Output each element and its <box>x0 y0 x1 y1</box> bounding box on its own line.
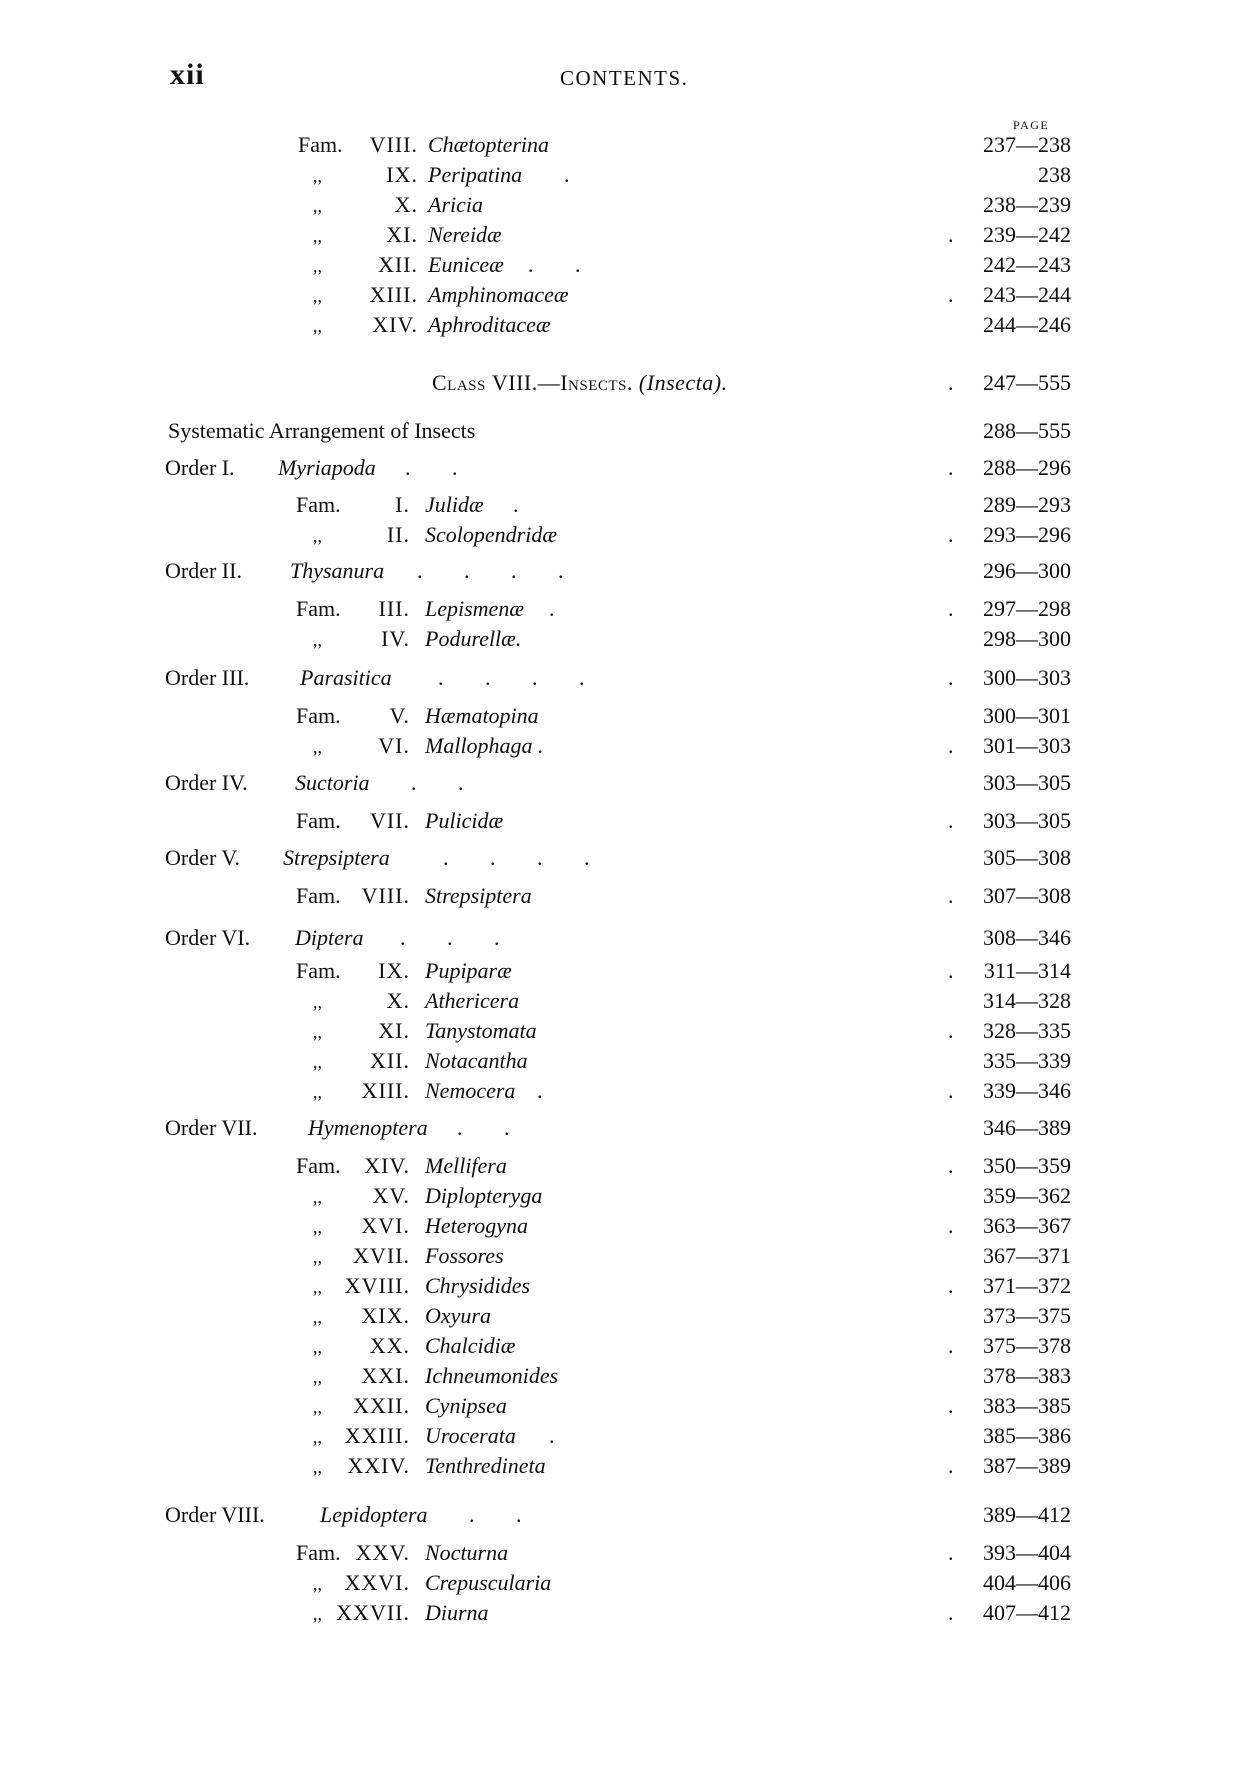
ditto-mark: ,, <box>313 1457 322 1477</box>
fam-label: Fam. <box>298 132 343 157</box>
family-row <box>0 1153 1259 1183</box>
leader-dot: . <box>948 1453 954 1478</box>
leader-dots: . . . <box>400 925 518 950</box>
family-row <box>0 222 1259 252</box>
family-number: VIII. <box>361 883 410 908</box>
page-range: 293—296 <box>983 522 1071 547</box>
order-name: Diptera <box>295 925 364 950</box>
page-range: 301—303 <box>983 733 1071 758</box>
leader-dots: . <box>549 1423 573 1448</box>
family-name: Nocturna <box>425 1540 509 1565</box>
order-row <box>0 845 1259 875</box>
ditto-mark: ,, <box>313 1022 322 1042</box>
family-row <box>0 312 1259 342</box>
leader-dot: . <box>948 1540 954 1565</box>
family-number: XI. <box>386 222 418 247</box>
leader-dot: . <box>948 1213 954 1238</box>
family-row <box>0 1363 1259 1393</box>
family-name: Pulicidæ <box>425 808 504 833</box>
family-number: IX. <box>378 958 410 983</box>
ditto-mark: ,, <box>313 256 322 276</box>
ditto-mark: ,, <box>313 1367 322 1387</box>
page-range: 407—412 <box>983 1600 1071 1625</box>
page-range: 296—300 <box>983 558 1071 583</box>
family-name: Diplopteryga <box>425 1183 543 1208</box>
class-title-word: Insects. <box>560 370 639 395</box>
family-row <box>0 1273 1259 1303</box>
family-row <box>0 626 1259 656</box>
family-name: Julidæ <box>425 492 484 517</box>
family-row <box>0 883 1259 913</box>
page-range: 244—246 <box>983 312 1071 337</box>
page-range: 237—238 <box>983 132 1071 157</box>
family-row <box>0 1333 1259 1363</box>
fam-label: Fam. <box>296 1153 341 1178</box>
fam-label: Fam. <box>296 596 341 621</box>
family-row <box>0 1048 1259 1078</box>
family-number: XXI. <box>361 1363 410 1388</box>
family-name: Ichneumonides <box>425 1363 559 1388</box>
page-range: 307—308 <box>983 883 1071 908</box>
leader-dot: . <box>948 665 954 690</box>
family-row <box>0 1078 1259 1108</box>
leader-dot: . <box>948 222 954 247</box>
leader-dot: . <box>948 1393 954 1418</box>
leader-dots: . <box>564 162 588 187</box>
leader-dot: . <box>948 1600 954 1625</box>
family-number: XXII. <box>353 1393 410 1418</box>
family-row <box>0 1540 1259 1570</box>
order-name: Hymenoptera <box>308 1115 428 1140</box>
family-name: Nemocera <box>425 1078 516 1103</box>
family-row <box>0 958 1259 988</box>
family-name: Peripatina <box>428 162 523 187</box>
family-row <box>0 596 1259 626</box>
family-number: X. <box>386 988 410 1013</box>
page-range: 303—305 <box>983 770 1071 795</box>
ditto-mark: ,, <box>313 1187 322 1207</box>
page-range: 335—339 <box>983 1048 1071 1073</box>
ditto-mark: ,, <box>313 1082 322 1102</box>
page-range: 363—367 <box>983 1213 1071 1238</box>
family-number: XVII. <box>353 1243 410 1268</box>
page-range: 300—301 <box>983 703 1071 728</box>
family-name: Chalcidiæ <box>425 1333 516 1358</box>
family-name: Pupiparæ <box>425 958 512 983</box>
page-range: 350—359 <box>983 1153 1071 1178</box>
order-row <box>0 770 1259 800</box>
family-number: XVI. <box>361 1213 410 1238</box>
page-range: 243—244 <box>983 282 1071 307</box>
ditto-mark: ,, <box>313 1397 322 1417</box>
page-range: 305—308 <box>983 845 1071 870</box>
leader-dots: . <box>549 596 573 621</box>
order-label: Order III. <box>165 665 250 690</box>
order-name: Parasitica <box>300 665 392 690</box>
fam-label: Fam. <box>296 958 341 983</box>
leader-dots: . . . . <box>438 665 603 690</box>
leader-dot: . <box>948 808 954 833</box>
page-range: 311—314 <box>983 958 1071 983</box>
page-range: 375—378 <box>983 1333 1071 1358</box>
page-range: 373—375 <box>983 1303 1071 1328</box>
family-number: XX. <box>369 1333 410 1358</box>
family-row <box>0 733 1259 763</box>
page-range: 339—346 <box>983 1078 1071 1103</box>
leader-dot: . <box>948 455 954 480</box>
page-range: 378—383 <box>983 1363 1071 1388</box>
ditto-mark: ,, <box>313 992 322 1012</box>
order-label: Order II. <box>165 558 242 583</box>
family-name: Aphroditaceæ <box>428 312 551 337</box>
ditto-mark: ,, <box>313 1052 322 1072</box>
leader-dot: . <box>948 1018 954 1043</box>
page-range: 367—371 <box>983 1243 1071 1268</box>
systematic-label: Systematic Arrangement of Insects <box>168 418 476 443</box>
family-name: Tanystomata <box>425 1018 537 1043</box>
leader-dot: . <box>948 522 954 547</box>
order-name: Myriapoda <box>278 455 376 480</box>
page-range: 359—362 <box>983 1183 1071 1208</box>
ditto-mark: ,, <box>313 1574 322 1594</box>
family-number: XIX. <box>361 1303 410 1328</box>
class-heading <box>0 370 1259 400</box>
family-number: IV. <box>381 626 410 651</box>
family-name: Mellifera <box>425 1153 507 1178</box>
page-range: 239—242 <box>983 222 1071 247</box>
family-name: Nereidæ <box>428 222 502 247</box>
ditto-mark: ,, <box>313 1277 322 1297</box>
ditto-mark: ,, <box>313 1337 322 1357</box>
family-name: Notacantha <box>425 1048 528 1073</box>
family-row <box>0 1018 1259 1048</box>
leader-dot: . <box>948 1273 954 1298</box>
page-range: 303—305 <box>983 808 1071 833</box>
family-number: XIV. <box>364 1153 410 1178</box>
class-latin: (Insecta). <box>638 370 728 395</box>
family-number: XIV. <box>372 312 418 337</box>
family-row <box>0 1423 1259 1453</box>
family-row <box>0 1243 1259 1273</box>
leader-dots: . . <box>405 455 476 480</box>
family-number: XXV. <box>355 1540 410 1565</box>
running-title: CONTENTS. <box>560 66 689 90</box>
leader-dot: . <box>948 958 954 983</box>
page-range: 371—372 <box>983 1273 1071 1298</box>
family-name: Amphinomaceæ <box>428 282 569 307</box>
family-row <box>0 1303 1259 1333</box>
order-name: Strepsiptera <box>283 845 390 870</box>
page-range: 389—412 <box>983 1502 1071 1527</box>
page-range: 308—346 <box>983 925 1071 950</box>
ditto-mark: ,, <box>313 196 322 216</box>
class-numeral: VIII.— <box>491 370 561 395</box>
family-number: XVIII. <box>344 1273 410 1298</box>
ditto-mark: ,, <box>313 737 322 757</box>
leader-dots: . . <box>469 1502 540 1527</box>
family-name: Tenthredineta <box>425 1453 546 1478</box>
fam-label: Fam. <box>296 883 341 908</box>
family-number: VII. <box>369 808 410 833</box>
ditto-mark: ,, <box>313 1247 322 1267</box>
systematic-row <box>0 418 1259 448</box>
page-folio: xii <box>170 58 205 91</box>
family-row <box>0 192 1259 222</box>
page-range: 238 <box>1038 162 1071 187</box>
family-number: II. <box>386 522 410 547</box>
family-number: XXVII. <box>336 1600 410 1625</box>
leader-dots: . . <box>457 1115 528 1140</box>
leader-dot: . <box>948 596 954 621</box>
order-name: Suctoria <box>295 770 370 795</box>
leader-dot: . <box>948 733 954 758</box>
order-row <box>0 1115 1259 1145</box>
fam-label: Fam. <box>296 492 341 517</box>
family-row <box>0 162 1259 192</box>
page-range: 314—328 <box>983 988 1071 1013</box>
leader-dots: . . <box>528 252 599 277</box>
family-row <box>0 1570 1259 1600</box>
family-name: Scolopendridæ <box>425 522 557 547</box>
family-number: III. <box>378 596 410 621</box>
family-row <box>0 1393 1259 1423</box>
ditto-mark: ,, <box>313 1217 322 1237</box>
family-number: I. <box>395 492 410 517</box>
leader-dot: . <box>948 282 954 307</box>
family-row <box>0 492 1259 522</box>
family-name: Mallophaga . <box>425 733 544 758</box>
leader-dots: . . . . <box>443 845 608 870</box>
page-range: 385—386 <box>983 1423 1071 1448</box>
family-name: Lepismenæ <box>425 596 524 621</box>
class-word: Class <box>432 370 492 395</box>
family-row <box>0 252 1259 282</box>
family-name: Chætopterina <box>428 132 550 157</box>
class-title <box>432 370 728 396</box>
page-range: 238—239 <box>983 192 1071 217</box>
family-name: Fossores <box>425 1243 504 1268</box>
family-name: Euniceæ <box>428 252 504 277</box>
order-label: Order V. <box>165 845 240 870</box>
ditto-mark: ,, <box>313 526 322 546</box>
order-row <box>0 558 1259 588</box>
ditto-mark: ,, <box>313 630 322 650</box>
page-range: 404—406 <box>983 1570 1071 1595</box>
ditto-mark: ,, <box>313 1604 322 1624</box>
page-range: 346—389 <box>983 1115 1071 1140</box>
family-name: Athericera <box>425 988 520 1013</box>
family-row <box>0 1600 1259 1630</box>
order-name: Lepidoptera <box>320 1502 428 1527</box>
order-row <box>0 455 1259 485</box>
page-range: 383—385 <box>983 1393 1071 1418</box>
family-number: V. <box>389 703 410 728</box>
page-range: 298—300 <box>983 626 1071 651</box>
page-range: 288—296 <box>983 455 1071 480</box>
family-name: Cynipsea <box>425 1393 507 1418</box>
order-label: Order I. <box>165 455 235 480</box>
page-range: 300—303 <box>983 665 1071 690</box>
order-name: Thysanura <box>290 558 385 583</box>
page-range: 289—293 <box>983 492 1071 517</box>
leader-dots: . . . . <box>417 558 582 583</box>
ditto-mark: ,, <box>313 286 322 306</box>
family-row <box>0 1183 1259 1213</box>
family-row <box>0 703 1259 733</box>
family-number: XII. <box>369 1048 410 1073</box>
page-range: 328—335 <box>983 1018 1071 1043</box>
ditto-mark: ,, <box>313 226 322 246</box>
leader-dots: . . <box>411 770 482 795</box>
order-label: Order VIII. <box>165 1502 265 1527</box>
fam-label: Fam. <box>296 1540 341 1565</box>
family-number: XI. <box>378 1018 410 1043</box>
order-row <box>0 1502 1259 1532</box>
ditto-mark: ,, <box>313 166 322 186</box>
page-range: 288—555 <box>983 418 1071 443</box>
family-number: XXVI. <box>344 1570 410 1595</box>
order-label: Order VII. <box>165 1115 258 1140</box>
page-column-label: PAGE <box>1013 118 1050 132</box>
leader-dots: . <box>513 492 537 517</box>
leader-dot: . <box>948 1078 954 1103</box>
family-row <box>0 282 1259 312</box>
page-range: 393—404 <box>983 1540 1071 1565</box>
leader-dot: . <box>948 883 954 908</box>
family-row <box>0 132 1259 162</box>
page-range: 297—298 <box>983 596 1071 621</box>
family-row <box>0 988 1259 1018</box>
order-row <box>0 665 1259 695</box>
leader-dot: . <box>948 1333 954 1358</box>
family-number: XV. <box>372 1183 410 1208</box>
family-name: Diurna <box>425 1600 489 1625</box>
page-range: 387—389 <box>983 1453 1071 1478</box>
family-name: Aricia <box>428 192 483 217</box>
family-name: Oxyura <box>425 1303 491 1328</box>
leader-dot: . <box>948 1153 954 1178</box>
family-name: Podurellæ. <box>425 626 522 651</box>
leader-dot: . <box>948 370 954 395</box>
page-range: 242—243 <box>983 252 1071 277</box>
order-row <box>0 925 1259 955</box>
family-row <box>0 1453 1259 1483</box>
family-name: Urocerata <box>425 1423 516 1448</box>
family-name: Heterogyna <box>425 1213 529 1238</box>
family-name: Hæmatopina <box>425 703 539 728</box>
family-row <box>0 1213 1259 1243</box>
ditto-mark: ,, <box>313 1307 322 1327</box>
leader-dots: . <box>537 1078 561 1103</box>
family-name: Strepsiptera <box>425 883 532 908</box>
family-row <box>0 808 1259 838</box>
family-number: XII. <box>377 252 418 277</box>
family-name: Crepuscularia <box>425 1570 552 1595</box>
family-number: X. <box>394 192 418 217</box>
family-number: IX. <box>386 162 418 187</box>
family-name: Chrysidides <box>425 1273 531 1298</box>
ditto-mark: ,, <box>313 316 322 336</box>
ditto-mark: ,, <box>313 1427 322 1447</box>
family-number: VIII. <box>369 132 418 157</box>
page-range: 247—555 <box>983 370 1071 395</box>
fam-label: Fam. <box>296 703 341 728</box>
family-number: VI. <box>378 733 410 758</box>
family-row <box>0 522 1259 552</box>
family-number: XIII. <box>369 282 418 307</box>
family-number: XXIII. <box>344 1423 410 1448</box>
order-label: Order VI. <box>165 925 251 950</box>
fam-label: Fam. <box>296 808 341 833</box>
family-number: XXIV. <box>347 1453 410 1478</box>
family-number: XIII. <box>361 1078 410 1103</box>
order-label: Order IV. <box>165 770 248 795</box>
